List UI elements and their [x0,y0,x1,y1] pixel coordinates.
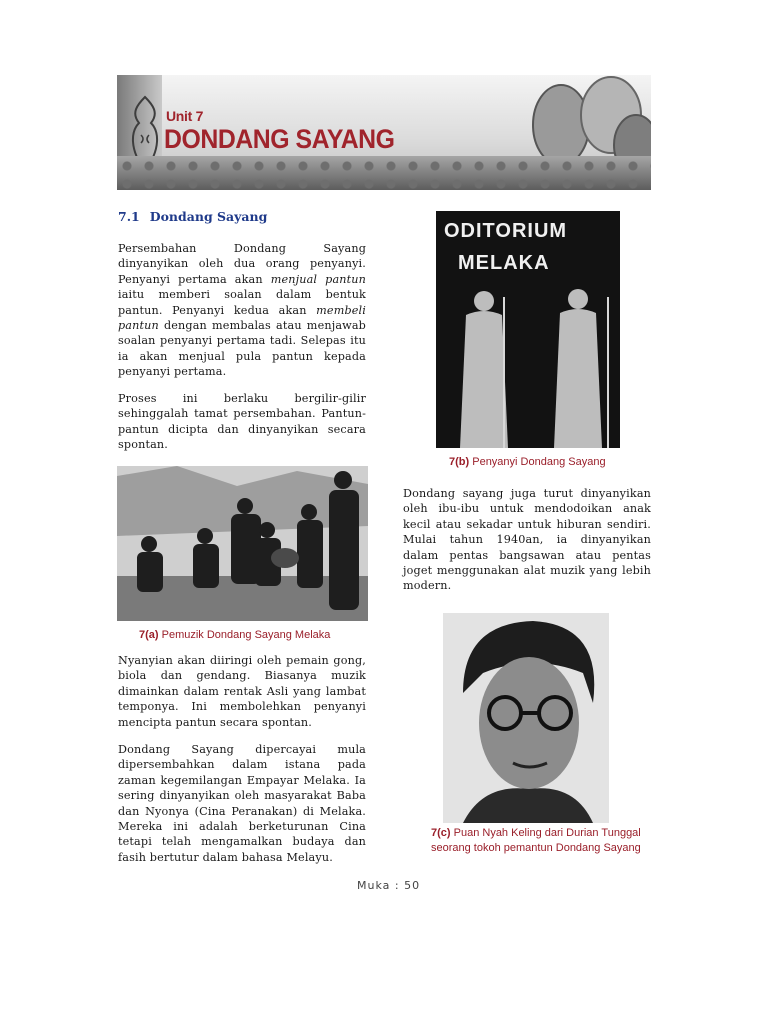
singers-illustration [436,211,620,448]
p1-italic-menjual: menjual pantun [270,272,366,286]
caption-7a-tag: 7(a) [139,629,159,641]
caption-7a-text: Pemuzik Dondang Sayang Melaka [161,629,331,641]
p1-text-c: dengan membalas atau menjawab soalan penyanyi pertama tadi. Selepas itu ia akan menjual pula pantun kepada penyanyi pertama. [118,319,366,379]
caption-7b [449,455,606,470]
caption-7c-tag: 7(c) [431,827,451,839]
section-heading [118,209,267,224]
musicians-illustration [117,466,368,621]
p1-text-a: Persembahan Dondang Sayang dinyanyikan oleh dua orang penyanyi. Penyanyi pertama akan [118,242,366,286]
caption-7b-tag: 7(b) [449,456,470,468]
caption-7c-line1: Puan Nyah Keling dari Durian Tunggal [453,827,641,839]
paragraph-1 [118,241,366,380]
caption-7a [139,628,330,643]
page-number: Muka : 50 [357,879,421,892]
unit-label: Unit 7 [166,108,204,124]
caption-7c-line2: seorang tokoh pemantun Dondang Sayang [431,842,641,854]
paragraph-4: Dondang Sayang dipercayai mula dipersembahkan dalam istana pada zaman kegemilangan Empayar Melaka. Ia sering dinyanyikan oleh masyarakat Baba dan Nyonya (Cina Peranakan) di Melaka. Mereka ini adalah berketurunan Cina tetapi telah mengamalkan budaya dan fasih bertutur dalam bahasa Melayu. [118,743,366,864]
sign-line-2: MELAKA [458,252,550,274]
p1-italic-membeli: membeli pantun [118,303,366,333]
photo-portrait [443,613,609,823]
sign-line-1: ODITORIUM [444,220,568,242]
portrait-illustration [443,613,609,823]
section-title: Dondang Sayang [149,209,268,224]
caption-7c [431,826,641,856]
p1-text-b: iaitu memberi soalan dalam bentuk pantun. Penyanyi kedua akan [118,288,366,317]
caption-7b-text: Penyanyi Dondang Sayang [472,456,606,468]
banner-ornament [117,156,651,190]
paragraph-3: Nyanyian akan diiringi oleh pemain gong, biola dan gendang. Biasanya muzik dimainkan dalam rentak Asli yang lambat temponya. Ini membolehkan penyanyi mencipta pantun secara spontan. [118,654,366,729]
photo-singers [436,211,620,448]
paragraph-2: Proses ini berlaku bergilir-gilir sehinggalah tamat persembahan. Pantun-pantun dicipta dan dinyanyikan secara spontan. [118,392,366,452]
unit-title: DONDANG SAYANG [164,124,395,154]
paragraph-5: Dondang sayang juga turut dinyanyikan oleh ibu-ibu untuk mendodoikan anak kecil atau sekadar untuk hiburan sendiri. Mulai tahun 1940an, ia dinyanyikan dalam pentas bangsawan atau pentas joget menggunakan alat muzik yang lebih modern. [403,487,651,593]
photo-musicians [117,466,368,621]
section-number: 7.1 [118,209,140,224]
